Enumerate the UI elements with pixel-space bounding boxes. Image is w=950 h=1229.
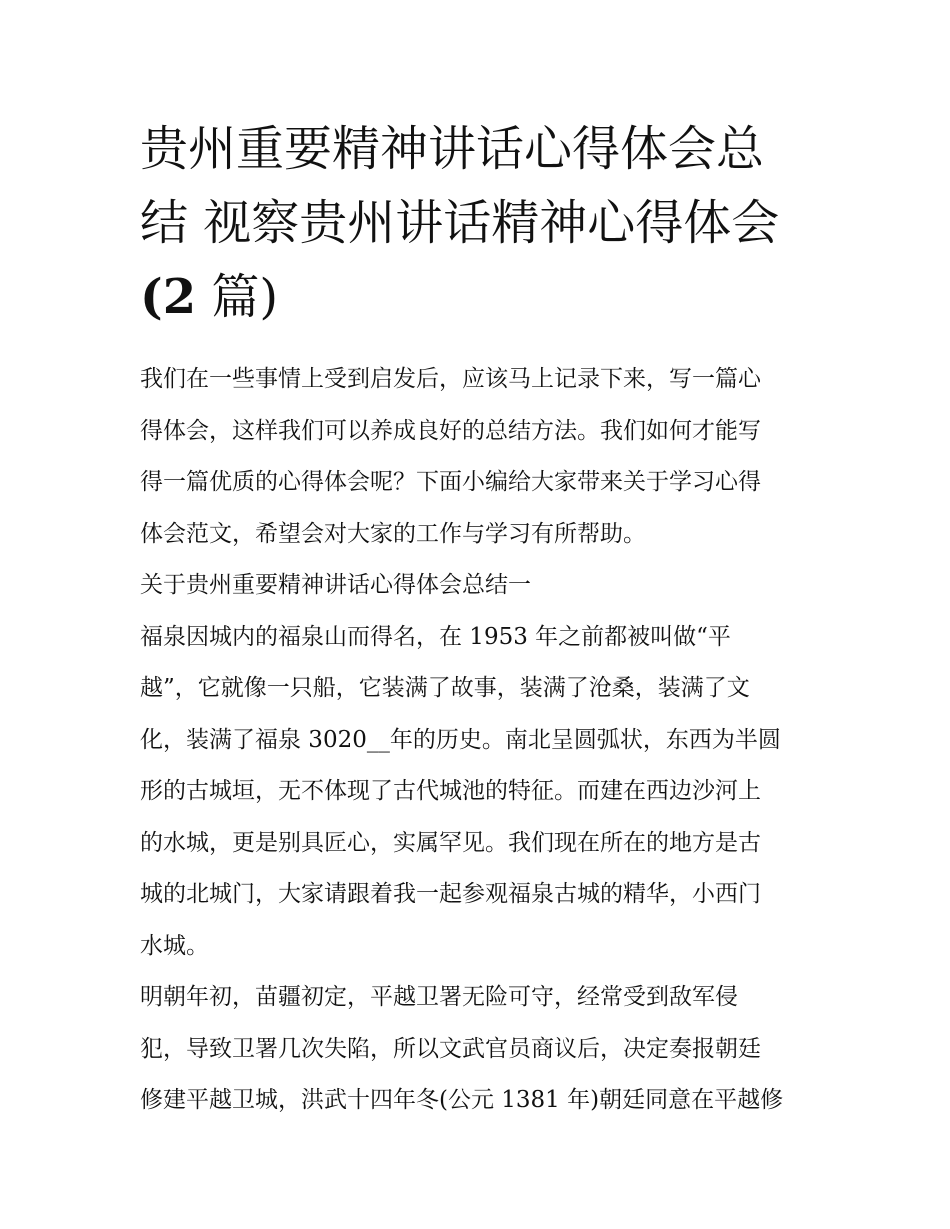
paragraph-2-line-2: 犯，导致卫署几次失陷，所以文武官员商议后，决定奏报朝廷 [140,1035,761,1062]
paragraph-1-line-5: 的水城，更是别具匠心，实属罕见。我们现在所在的地方是古 [140,829,761,856]
intro-line-2: 得体会，这样我们可以养成良好的总结方法。我们如何才能写 [140,417,761,444]
intro-line-3: 得一篇优质的心得体会呢？下面小编给大家带来关于学习心得 [140,469,761,495]
paragraph-1-line-1: 福泉因城内的福泉山而得名，在 1953 年之前都被叫做“平 [140,623,731,650]
title-line-3 [140,260,820,334]
title-count-unit: 篇) [211,269,279,325]
paragraph-1-line-2: 越”，它就像一只船，它装满了故事，装满了沧桑，装满了文 [140,675,750,701]
paragraph-1-line-3: 化，装满了福泉 3020__年的历史。南北呈圆弧状，东西为半圆 [140,726,781,753]
paragraph-1-line-4: 形的古城垣，无不体现了古代城池的特征。而建在西边沙河上 [140,778,761,804]
paragraph-2-line-1: 明朝年初，苗疆初定，平越卫署无险可守，经常受到敌军侵 [140,984,738,1010]
section-heading: 关于贵州重要精神讲话心得体会总结一 [140,572,531,598]
document-body [140,358,820,1131]
title-line-2: 结 视察贵州讲话精神心得体会 [140,195,780,251]
document-title [140,112,820,334]
intro-line-4: 体会范文，希望会对大家的工作与学习有所帮助。 [140,520,646,547]
paragraph-1-line-6: 城的北城门，大家请跟着我一起参观福泉古城的精华，小西门 [140,881,761,907]
title-line-1: 贵州重要精神讲话心得体会总 [140,121,765,177]
title-count-number: (2 [140,269,197,325]
intro-line-1: 我们在一些事情上受到启发后，应该马上记录下来，写一篇心 [140,366,761,392]
paragraph-1-line-7: 水城。 [140,932,209,959]
paragraph-2-line-3: 修建平越卫城，洪武十四年冬(公元 1381 年)朝廷同意在平越修 [140,1087,784,1113]
